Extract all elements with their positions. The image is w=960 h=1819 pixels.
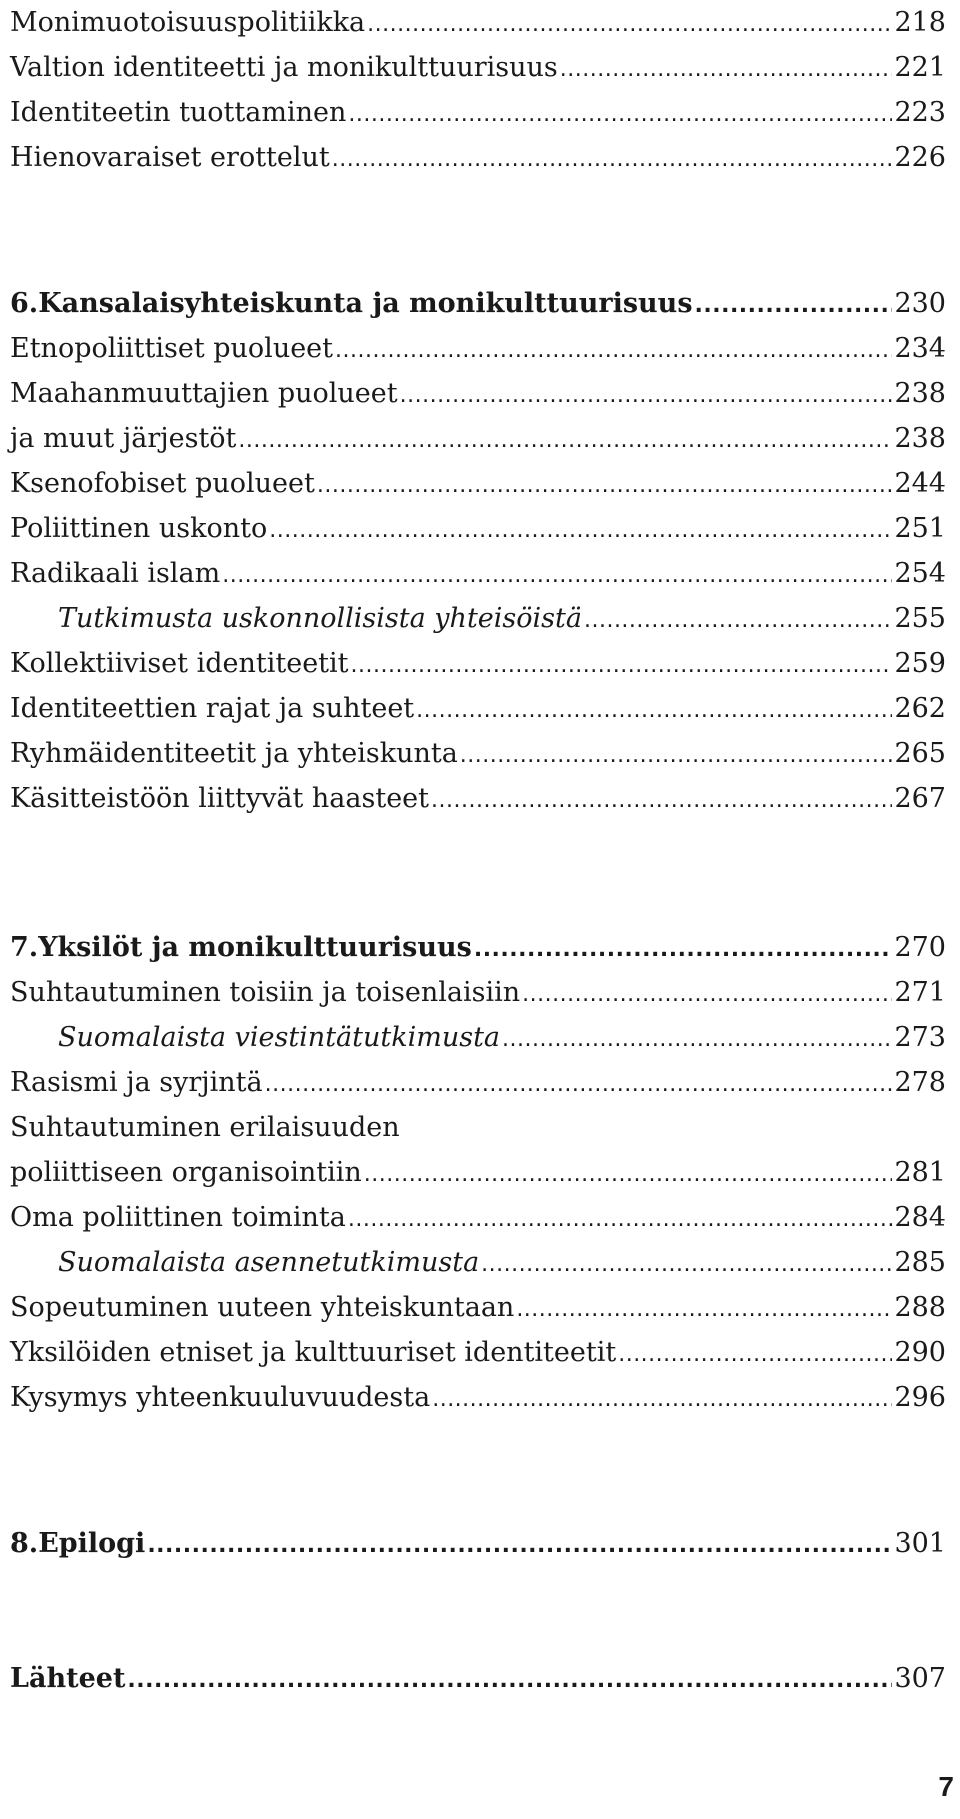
toc-entry[interactable] xyxy=(10,461,946,506)
toc-entry-title: Yksilöiden etniset ja kulttuuriset identiteetit xyxy=(10,1337,617,1368)
toc-entry-title: Radikaali islam xyxy=(10,558,221,589)
spacer xyxy=(10,1420,946,1521)
spacer xyxy=(10,1566,946,1656)
toc-entry-title: Etnopoliittiset puolueet xyxy=(10,333,334,364)
dot-leader xyxy=(560,47,893,92)
toc-subentry-title: Tutkimusta uskonnollisista yhteisöistä xyxy=(58,603,582,634)
toc-entry-title: Maahanmuuttajien puolueet xyxy=(10,378,398,409)
toc-entry[interactable] xyxy=(10,0,946,45)
toc-entry-page: 223 xyxy=(894,97,946,128)
dot-leader xyxy=(238,418,892,463)
dot-leader xyxy=(584,598,892,643)
toc-entry[interactable] xyxy=(10,1105,946,1150)
dot-leader xyxy=(335,328,892,373)
toc-entry-page: 238 xyxy=(894,378,946,409)
toc-entry[interactable] xyxy=(10,1195,946,1240)
toc-entry[interactable] xyxy=(10,776,946,821)
dot-leader xyxy=(332,137,893,182)
toc-entry-page: 221 xyxy=(894,52,946,83)
dot-leader xyxy=(522,972,892,1017)
chapter-number: 8. xyxy=(10,1528,39,1559)
toc-entry[interactable] xyxy=(10,1330,946,1375)
toc-entry-page: 265 xyxy=(894,738,946,769)
toc-entry[interactable] xyxy=(10,90,946,135)
toc-subentry-title: Suomalaista asennetutkimusta xyxy=(58,1247,480,1278)
toc-entry-title: ja muut järjestöt xyxy=(10,423,237,454)
toc-entry-title: Oma poliittinen toiminta xyxy=(10,1202,346,1233)
toc-subentry[interactable] xyxy=(10,1015,946,1060)
toc-chapter-6[interactable] xyxy=(10,281,946,326)
chapter-title: Yksilöt ja monikulttuurisuus xyxy=(38,932,472,963)
spacer xyxy=(10,821,946,925)
toc-entry-title: Hienovaraiset erottelut xyxy=(10,142,330,173)
dot-leader xyxy=(516,1287,892,1332)
toc-entry[interactable] xyxy=(10,641,946,686)
toc-entry-title: Käsitteistöön liittyvät haasteet xyxy=(10,783,430,814)
toc-entry[interactable] xyxy=(10,416,946,461)
dot-leader xyxy=(348,1197,893,1242)
toc-entry-page: 251 xyxy=(894,513,946,544)
toc-entry-title: Suhtautuminen toisiin ja toisenlaisiin xyxy=(10,977,521,1008)
toc-entry-page: 273 xyxy=(894,1022,946,1053)
toc-entry[interactable] xyxy=(10,1150,946,1195)
toc-entry-title: Identiteettien rajat ja suhteet xyxy=(10,693,415,724)
toc-entry-title: Kollektiiviset identiteetit xyxy=(10,648,349,679)
toc-entry-page: 290 xyxy=(894,1337,946,1368)
toc-entry-title: poliittiseen organisointiin xyxy=(10,1157,362,1188)
dot-leader xyxy=(269,508,892,553)
toc-entry[interactable] xyxy=(10,731,946,776)
dot-leader xyxy=(317,463,893,508)
dot-leader xyxy=(432,1377,892,1422)
toc-entry[interactable] xyxy=(10,326,946,371)
dot-leader xyxy=(618,1332,892,1377)
toc-entry-page: 238 xyxy=(894,423,946,454)
toc-entry-page: 259 xyxy=(894,648,946,679)
toc-entry[interactable] xyxy=(10,686,946,731)
dot-leader xyxy=(348,92,892,137)
toc-entry-title: Identiteetin tuottaminen xyxy=(10,97,347,128)
toc-entry-title: Rasismi ja syrjintä xyxy=(10,1067,263,1098)
toc-entry-page: 278 xyxy=(894,1067,946,1098)
toc-entry-page: 255 xyxy=(894,603,946,634)
chapter-number: 7. xyxy=(10,932,39,963)
toc-entry-page: 288 xyxy=(894,1292,946,1323)
toc-entry[interactable] xyxy=(10,1375,946,1420)
toc-entry[interactable] xyxy=(10,1060,946,1105)
table-of-contents xyxy=(10,0,946,1701)
toc-entry[interactable] xyxy=(10,45,946,90)
dot-leader xyxy=(222,553,892,598)
toc-entry[interactable] xyxy=(10,551,946,596)
dot-leader xyxy=(416,688,892,733)
dot-leader xyxy=(460,733,893,778)
chapter-page: 230 xyxy=(894,288,946,319)
dot-leader xyxy=(351,643,893,688)
toc-entry-page: 267 xyxy=(894,783,946,814)
toc-entry-title: Poliittinen uskonto xyxy=(10,513,268,544)
toc-entry-title: Suhtautuminen erilaisuuden xyxy=(10,1112,400,1143)
dot-leader xyxy=(265,1062,893,1107)
dot-leader xyxy=(400,373,893,418)
chapter-page: 301 xyxy=(894,1528,946,1559)
toc-entry[interactable] xyxy=(10,1285,946,1330)
toc-entry-page: 296 xyxy=(894,1382,946,1413)
toc-entry[interactable] xyxy=(10,506,946,551)
toc-entry-page: 254 xyxy=(894,558,946,589)
toc-entry-page: 226 xyxy=(894,142,946,173)
dot-leader xyxy=(431,778,892,823)
chapter-title: Kansalaisyhteiskunta ja monikulttuurisuus xyxy=(38,288,693,319)
references-page: 307 xyxy=(894,1663,946,1694)
toc-entry-title: Valtion identiteetti ja monikulttuurisuus xyxy=(10,52,558,83)
toc-entry-page: 285 xyxy=(894,1247,946,1278)
toc-subentry[interactable] xyxy=(10,1240,946,1285)
toc-entry-page: 262 xyxy=(894,693,946,724)
toc-entry[interactable] xyxy=(10,371,946,416)
toc-entry-title: Ksenofobiset puolueet xyxy=(10,468,315,499)
toc-entry-title: Kysymys yhteenkuuluvuudesta xyxy=(10,1382,431,1413)
dot-leader xyxy=(695,283,893,328)
toc-entry[interactable] xyxy=(10,970,946,1015)
toc-references[interactable] xyxy=(10,1656,946,1701)
toc-subentry-title: Suomalaista viestintätutkimusta xyxy=(58,1022,501,1053)
toc-entry-page: 244 xyxy=(894,468,946,499)
toc-entry[interactable] xyxy=(10,135,946,180)
toc-subentry[interactable] xyxy=(10,596,946,641)
toc-entry-page: 271 xyxy=(894,977,946,1008)
dot-leader xyxy=(364,1152,893,1197)
dot-leader xyxy=(147,1523,892,1568)
dot-leader xyxy=(474,927,893,972)
toc-entry-title: Sopeutuminen uuteen yhteiskuntaan xyxy=(10,1292,515,1323)
toc-entry-page: 284 xyxy=(894,1202,946,1233)
dot-leader xyxy=(367,2,892,47)
dot-leader xyxy=(481,1242,892,1287)
toc-entry-title: Ryhmäidentiteetit ja yhteiskunta xyxy=(10,738,458,769)
chapter-title: Epilogi xyxy=(38,1528,146,1559)
toc-chapter-8[interactable] xyxy=(10,1521,946,1566)
chapter-page: 270 xyxy=(894,932,946,963)
toc-entry-page: 234 xyxy=(894,333,946,364)
spacer xyxy=(10,180,946,281)
dot-leader xyxy=(127,1658,892,1703)
dot-leader xyxy=(502,1017,892,1062)
page-number: 7 xyxy=(938,1771,954,1802)
toc-chapter-7[interactable] xyxy=(10,925,946,970)
toc-entry-page: 218 xyxy=(894,7,946,38)
references-title: Lähteet xyxy=(10,1663,126,1694)
toc-entry-title: Monimuotoisuuspolitiikka xyxy=(10,7,366,38)
toc-entry-page: 281 xyxy=(894,1157,946,1188)
chapter-number: 6. xyxy=(10,288,39,319)
